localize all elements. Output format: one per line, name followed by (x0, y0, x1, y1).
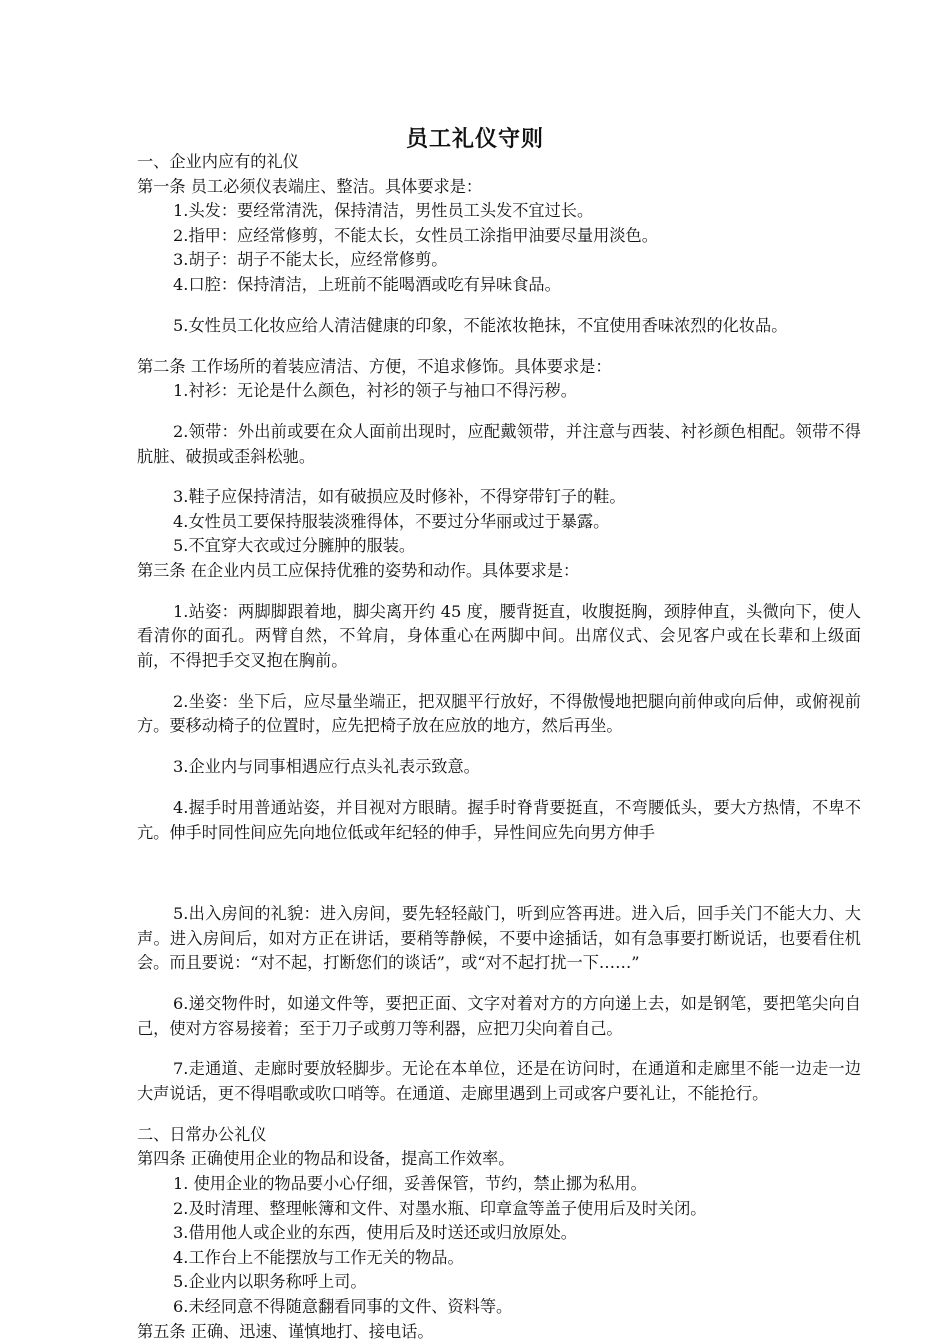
article-heading: 第四条 正确使用企业的物品和设备，提高工作效率。 (137, 1149, 515, 1169)
article-heading: 第三条 在企业内员工应保持优雅的姿势和动作。具体要求是： (137, 561, 580, 581)
article-heading: 第二条 工作场所的着装应清洁、方便，不追求修饰。具体要求是： (137, 356, 612, 376)
document-body (137, 150, 861, 1344)
list-item: 1.衬衫：无论是什么颜色，衬衫的领子与袖口不得污秽。 (173, 381, 577, 401)
list-item: 1. 使用企业的物品要小心仔细，妥善保管，节约，禁止挪为私用。 (173, 1174, 647, 1194)
list-item: 6.未经同意不得随意翻看同事的文件、资料等。 (173, 1297, 513, 1316)
list-item: 5.女性员工化妆应给人清洁健康的印象，不能浓妆艳抹，不宜使用香味浓烈的化妆品。 (173, 315, 788, 335)
blank-line (137, 861, 861, 886)
list-item: 4.握手时用普通站姿，并目视对方眼睛。握手时脊背要挺直，不弯腰低头，要大方热情，不卑不亢。伸手时同性间应先向地位低或年纪轻的伸手，异性间应先向男方伸手 (137, 797, 861, 842)
list-item: 5.出入房间的礼貌：进入房间，要先轻轻敲门，听到应答再进。进入后，回手关门不能大力、大声。进入房间后，如对方正在讲话，要稍等静候，不要中途插话，如有急事要打断说话，也要看住机会。而且要说：“对不起，打断您们的谈话”，或“对不起打扰一下……” (137, 904, 861, 973)
list-item: 4.女性员工要保持服装淡雅得体，不要过分华丽或过于暴露。 (173, 511, 610, 531)
document-title: 员工礼仪守则 (405, 127, 544, 152)
list-item: 4.口腔：保持清洁，上班前不能喝酒或吃有异味食品。 (173, 274, 561, 294)
list-item: 6.递交物件时，如递文件等，要把正面、文字对着对方的方向递上去，如是钢笔，要把笔尖向自己，使对方容易接着；至于刀子或剪刀等利器，应把刀尖向着自己。 (137, 994, 861, 1038)
list-item: 5.企业内以职务称呼上司。 (173, 1272, 367, 1292)
article-heading: 第五条 正确、迅速、谨慎地打、接电话。 (137, 1321, 434, 1341)
list-item: 3.胡子：胡子不能太长，应经常修剪。 (173, 250, 448, 270)
list-item: 3.借用他人或企业的东西，使用后及时送还或归放原处。 (173, 1223, 577, 1243)
list-item: 4.工作台上不能摆放与工作无关的物品。 (173, 1247, 464, 1267)
article-heading: 第一条 员工必须仪表端庄、整洁。具体要求是： (137, 176, 483, 196)
list-item: 7.走通道、走廊时要放轻脚步。无论在本单位，还是在访问时，在通道和走廊里不能一边走一边大声说话，更不得唱歌或吹口哨等。在通道、走廊里遇到上司或客户要礼让，不能抢行。 (137, 1059, 861, 1104)
list-item: 1.头发：要经常清洗，保持清洁，男性员工头发不宜过长。 (173, 201, 594, 221)
list-item: 1.站姿：两脚脚跟着地，脚尖离开约 45 度，腰背挺直，收腹挺胸，颈脖伸直，头微向下，使人看清你的面孔。两臂自然，不耸肩，身体重心在两脚中间。出席仪式、会见客户或在长辈和上级面前，不得把手交叉抱在胸前。 (137, 601, 861, 671)
list-item: 2.坐姿：坐下后，应尽量坐端正，把双腿平行放好，不得傲慢地把腿向前伸或向后伸，或俯视前方。要移动椅子的位置时，应先把椅子放在应放的地方，然后再坐。 (137, 691, 861, 736)
list-item: 2.指甲：应经常修剪，不能太长，女性员工涂指甲油要尽量用淡色。 (173, 225, 658, 245)
list-item: 3.鞋子应保持清洁，如有破损应及时修补，不得穿带钉子的鞋。 (173, 487, 626, 507)
list-item: 2.及时清理、整理帐簿和文件、对墨水瓶、印章盒等盖子使用后及时关闭。 (173, 1198, 707, 1218)
section-heading: 二、日常办公礼仪 (137, 1124, 267, 1144)
section-heading: 一、企业内应有的礼仪 (137, 152, 299, 171)
list-item: 3.企业内与同事相遇应行点头礼表示致意。 (173, 757, 480, 777)
list-item: 2.领带：外出前或要在众人面前出现时，应配戴领带，并注意与西装、衬衫颜色相配。领带不得肮脏、破损或歪斜松驰。 (137, 421, 861, 466)
list-item: 5.不宜穿大衣或过分臃肿的服装。 (173, 536, 416, 556)
